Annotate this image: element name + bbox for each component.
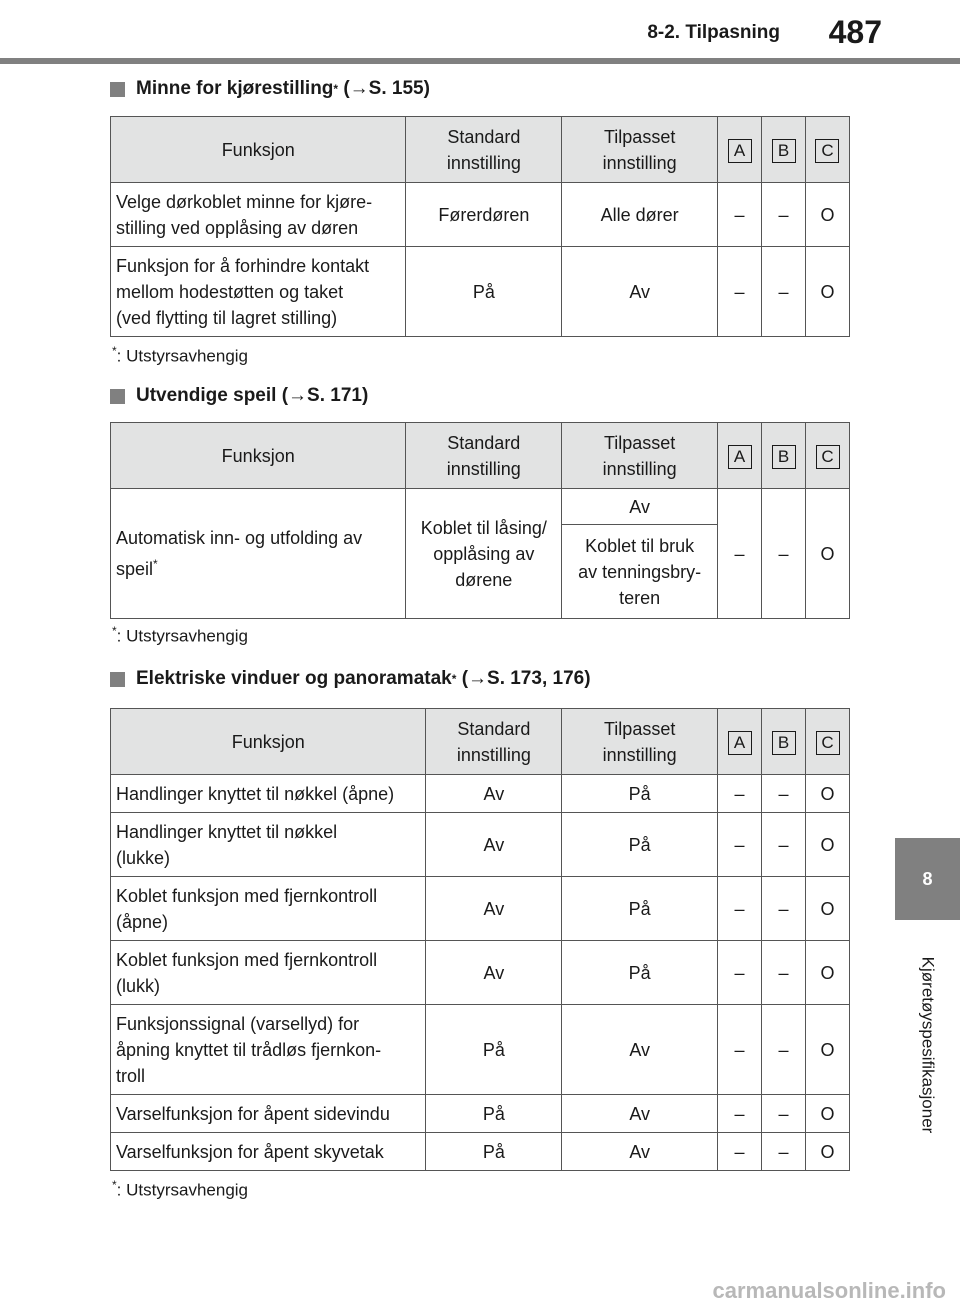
col-header-function: Funksjon	[111, 709, 426, 775]
custom-cell: På	[562, 877, 718, 941]
heading-text: Elektriske vinduer og panoramatak	[136, 668, 452, 689]
page-reference-link[interactable]: (→S. 155)	[343, 78, 430, 99]
section-heading-windows	[110, 668, 591, 690]
a-cell: –	[718, 183, 762, 247]
custom-cell: Av	[562, 1005, 718, 1095]
a-cell: –	[718, 813, 762, 877]
function-cell: Koblet funksjon med fjernkontroll (åpne)	[111, 877, 426, 941]
b-cell: –	[762, 941, 806, 1005]
table-row	[111, 1133, 850, 1171]
table-row	[111, 775, 850, 813]
custom-cell: På	[562, 775, 718, 813]
custom-cell: På	[562, 813, 718, 877]
function-cell: Funksjon for å forhindre kontakt mellom hodestøtten og taket (ved flytting til lagret stilling)	[111, 247, 406, 337]
custom-cell: Alle dører	[562, 183, 718, 247]
chapter-label-text: Kjøretøyspesifikasjoner	[918, 956, 938, 1134]
col-header-a	[718, 709, 762, 775]
settings-table-seat-memory	[110, 116, 850, 337]
standard-cell: Av	[426, 775, 562, 813]
a-cell: –	[718, 1133, 762, 1171]
section-title: 8-2. Tilpasning	[647, 22, 780, 43]
c-cell: O	[806, 1133, 850, 1171]
table-row	[111, 941, 850, 1005]
standard-cell: På	[426, 1095, 562, 1133]
standard-cell: På	[426, 1005, 562, 1095]
table-header-row	[111, 709, 850, 775]
col-header-b	[762, 423, 806, 489]
square-bullet-icon	[110, 672, 125, 687]
col-header-standard: Standard innstilling	[426, 709, 562, 775]
standard-cell: Av	[426, 941, 562, 1005]
custom-cell: På	[562, 941, 718, 1005]
table-row	[111, 1005, 850, 1095]
c-cell: O	[805, 183, 849, 247]
col-header-c	[805, 117, 849, 183]
c-box-icon: C	[816, 445, 840, 469]
table-header-row	[111, 423, 850, 489]
table-row	[111, 183, 850, 247]
b-cell: –	[762, 877, 806, 941]
chapter-label	[895, 930, 960, 1160]
b-cell: –	[762, 183, 806, 247]
col-header-c	[806, 423, 850, 489]
header-rule	[0, 58, 960, 64]
b-box-icon: B	[772, 445, 796, 469]
table-row	[111, 877, 850, 941]
standard-cell: Av	[426, 877, 562, 941]
c-cell: O	[806, 1005, 850, 1095]
c-box-icon: C	[816, 731, 840, 755]
function-cell: Handlinger knyttet til nøkkel (lukke)	[111, 813, 426, 877]
col-header-custom: Tilpasset innstilling	[562, 117, 718, 183]
section-heading-mirrors	[110, 385, 368, 407]
standard-cell: På	[426, 1133, 562, 1171]
a-cell: –	[718, 247, 762, 337]
table-row	[111, 1095, 850, 1133]
table-row	[111, 489, 850, 525]
heading-text: Minne for kjørestilling	[136, 78, 334, 99]
col-header-standard: Standard innstilling	[406, 423, 562, 489]
custom-cell: Av	[562, 247, 718, 337]
c-cell: O	[806, 489, 850, 619]
a-cell: –	[718, 775, 762, 813]
footnote: *: Utstyrsavhengig	[112, 1178, 249, 1200]
col-header-c	[806, 709, 850, 775]
asterisk: *	[333, 82, 339, 96]
page-number: 487	[828, 14, 882, 50]
col-header-function: Funksjon	[111, 117, 406, 183]
c-cell: O	[806, 877, 850, 941]
table-row	[111, 813, 850, 877]
function-cell: Varselfunksjon for åpent sidevindu	[111, 1095, 426, 1133]
square-bullet-icon	[110, 389, 125, 404]
function-cell: Koblet funksjon med fjernkontroll (lukk)	[111, 941, 426, 1005]
asterisk: *	[451, 672, 457, 686]
b-cell: –	[762, 489, 806, 619]
custom-cell: Av	[562, 1095, 718, 1133]
table-row	[111, 247, 850, 337]
custom-cell: Koblet til bruk av tenningsbry- teren	[562, 525, 718, 619]
col-header-b	[762, 117, 806, 183]
footnote: *: Utstyrsavhengig	[112, 344, 249, 366]
settings-table-mirrors	[110, 422, 850, 619]
c-cell: O	[806, 1095, 850, 1133]
a-box-icon: A	[728, 731, 752, 755]
col-header-a	[718, 423, 762, 489]
b-cell: –	[762, 247, 806, 337]
a-cell: –	[718, 877, 762, 941]
watermark: carmanualsonline.info	[712, 1278, 946, 1303]
col-header-custom: Tilpasset innstilling	[562, 423, 718, 489]
standard-cell: Koblet til låsing/ opplåsing av dørene	[406, 489, 562, 619]
function-cell: Automatisk inn- og utfolding av speil*	[111, 489, 406, 619]
col-header-function: Funksjon	[111, 423, 406, 489]
table-header-row	[111, 117, 850, 183]
a-cell: –	[718, 941, 762, 1005]
function-cell: Velge dørkoblet minne for kjøre- stilling ved opplåsing av døren	[111, 183, 406, 247]
heading-text: Utvendige speil	[136, 385, 277, 406]
a-cell: –	[718, 1095, 762, 1133]
footnote: *: Utstyrsavhengig	[112, 624, 249, 646]
chapter-tab[interactable]: 8	[895, 838, 960, 920]
square-bullet-icon	[110, 82, 125, 97]
col-header-standard: Standard innstilling	[406, 117, 562, 183]
page-reference-link[interactable]: (→S. 173, 176)	[461, 668, 591, 689]
a-cell: –	[718, 489, 762, 619]
settings-table-windows	[110, 708, 850, 1171]
a-box-icon: A	[728, 139, 752, 163]
custom-cell: Av	[562, 1133, 718, 1171]
col-header-a	[718, 117, 762, 183]
b-box-icon: B	[772, 731, 796, 755]
b-cell: –	[762, 775, 806, 813]
standard-cell: Førerdøren	[406, 183, 562, 247]
b-box-icon: B	[772, 139, 796, 163]
col-header-custom: Tilpasset innstilling	[562, 709, 718, 775]
b-cell: –	[762, 1005, 806, 1095]
a-cell: –	[718, 1005, 762, 1095]
function-cell: Varselfunksjon for åpent skyvetak	[111, 1133, 426, 1171]
standard-cell: På	[406, 247, 562, 337]
b-cell: –	[762, 1095, 806, 1133]
standard-cell: Av	[426, 813, 562, 877]
c-box-icon: C	[815, 139, 839, 163]
b-cell: –	[762, 813, 806, 877]
custom-cell: Av	[562, 489, 718, 525]
a-box-icon: A	[728, 445, 752, 469]
b-cell: –	[762, 1133, 806, 1171]
c-cell: O	[805, 247, 849, 337]
function-cell: Funksjonssignal (varsellyd) for åpning knyttet til trådløs fjernkon- troll	[111, 1005, 426, 1095]
c-cell: O	[806, 941, 850, 1005]
function-cell: Handlinger knyttet til nøkkel (åpne)	[111, 775, 426, 813]
page-reference-link[interactable]: (→S. 171)	[281, 385, 369, 406]
c-cell: O	[806, 813, 850, 877]
c-cell: O	[806, 775, 850, 813]
col-header-b	[762, 709, 806, 775]
section-heading-seat-memory	[110, 78, 430, 100]
